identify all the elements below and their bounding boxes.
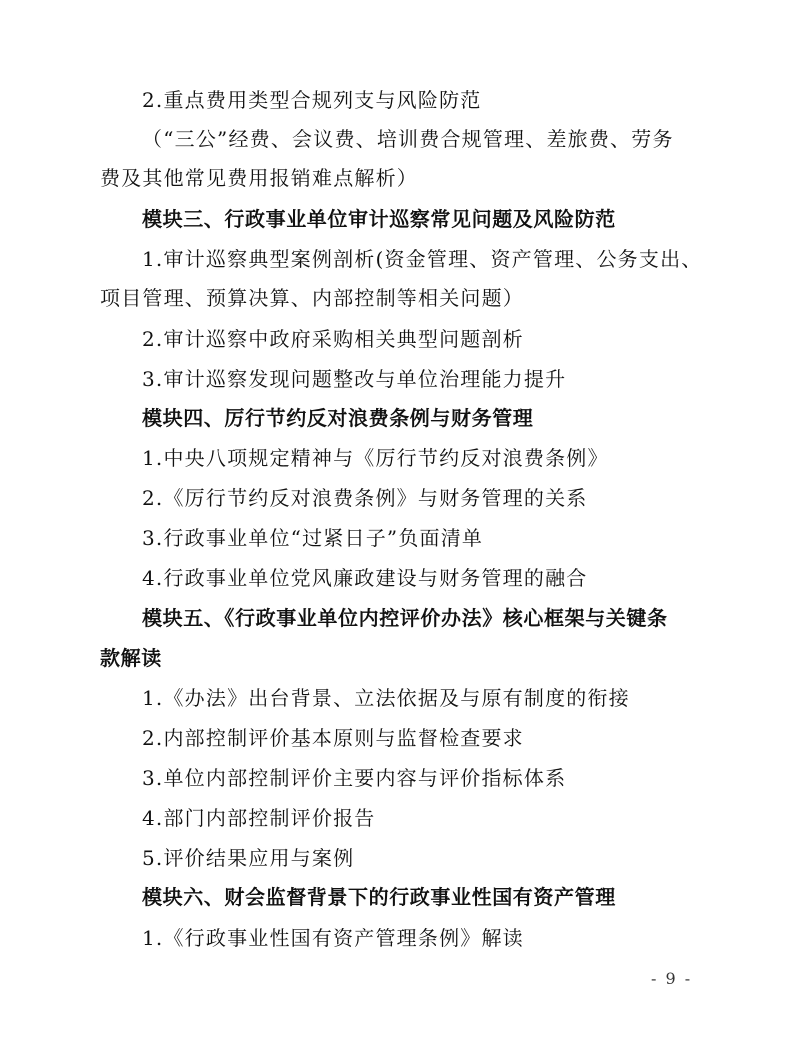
section-heading: 模块六、财会监督背景下的行政事业性国有资产管理 (142, 885, 616, 909)
section-heading-continued: 款解读 (100, 646, 162, 670)
text-line: 费及其他常见费用报销难点解析） (100, 166, 418, 190)
text-line: 2.《厉行节约反对浪费条例》与财务管理的关系 (142, 486, 588, 510)
text-line: 2.重点费用类型合规列支与风险防范 (142, 88, 482, 112)
text-line: 2.内部控制评价基本原则与监督检查要求 (142, 726, 524, 750)
section-heading: 模块五、《行政事业单位内控评价办法》核心框架与关键条 (142, 606, 668, 630)
text-line: 4.部门内部控制评价报告 (142, 806, 376, 830)
text-line: 1.中央八项规定精神与《厉行节约反对浪费条例》 (142, 446, 609, 470)
text-line: 1.《办法》出台背景、立法依据及与原有制度的衔接 (142, 686, 630, 710)
text-line: 3.行政事业单位“过紧日子”负面清单 (142, 526, 484, 550)
text-line: 1.《行政事业性国有资产管理条例》解读 (142, 926, 524, 950)
section-heading: 模块三、行政事业单位审计巡察常见问题及风险防范 (142, 207, 616, 231)
text-line: 2.审计巡察中政府采购相关典型问题剖析 (142, 327, 524, 351)
text-line: 1.审计巡察典型案例剖析(资金管理、资产管理、公务支出、 (142, 247, 703, 271)
text-line: 5.评价结果应用与案例 (142, 846, 355, 870)
text-line: 4.行政事业单位党风廉政建设与财务管理的融合 (142, 566, 588, 590)
page-number: - 9 - (651, 969, 693, 988)
text-line: 项目管理、预算决算、内部控制等相关问题） (100, 286, 524, 310)
text-line: 3.单位内部控制评价主要内容与评价指标体系 (142, 766, 567, 790)
text-line: 3.审计巡察发现问题整改与单位治理能力提升 (142, 367, 567, 391)
section-heading: 模块四、厉行节约反对浪费条例与财务管理 (142, 406, 534, 430)
text-line: （“三公”经费、会议费、培训费合规管理、差旅费、劳务 (142, 127, 674, 151)
